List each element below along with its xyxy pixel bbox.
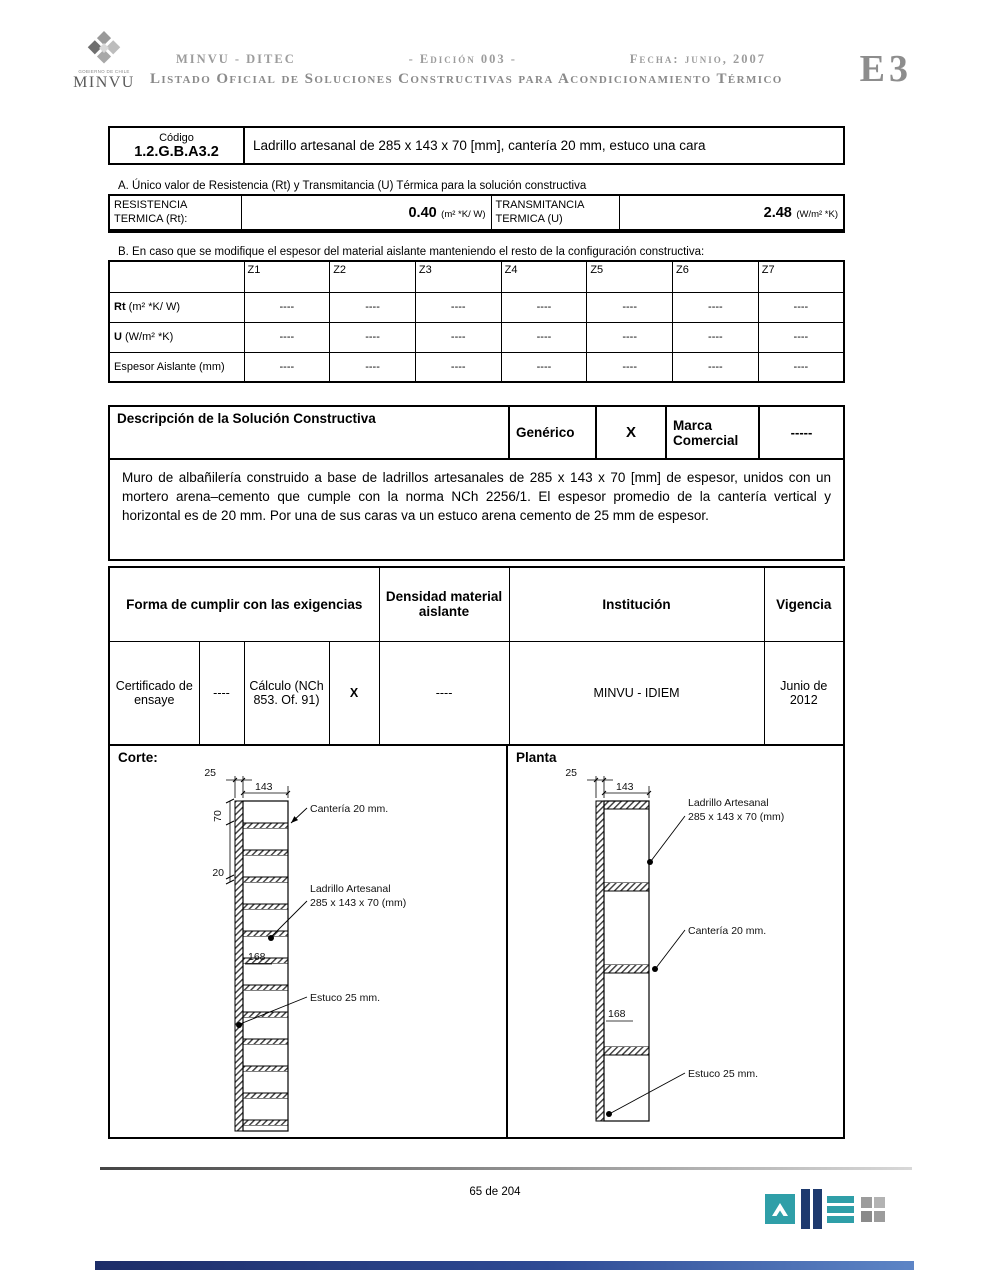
corte-label-canteria: Cantería 20 mm. [310,803,389,815]
planta-panel [506,744,845,1139]
header-meta-row [150,52,850,67]
compliance-table [108,566,845,746]
generic-mark: X [596,406,666,459]
document-title: Listado Oficial de Soluciones Constructivas para Acondicionamiento Térmico [150,71,783,87]
corte-dim-25: 25 [204,767,216,779]
b-col-z5: Z5 [587,261,673,292]
planta-title: Planta [516,750,557,765]
footer-divider [100,1167,912,1170]
drawings-row [108,744,845,1139]
b-col-z7: Z7 [758,261,844,292]
planta-label-ladrillo-1: Ladrillo Artesanal [688,797,769,809]
code-cell [109,127,244,164]
dash-value: ---- [415,322,501,352]
footer-accent-bar [95,1261,914,1270]
brand-value: ----- [759,406,844,459]
sheet-code: E3 [859,48,912,90]
planta-label-canteria: Cantería 20 mm. [688,925,767,937]
calculo-cell: Cálculo (NCh 853. Of. 91) [244,641,329,745]
b-col-z2: Z2 [330,261,416,292]
col-institucion: Institución [509,567,764,641]
corte-label-ladrillo-2: 285 x 143 x 70 (mm) [310,897,407,909]
dash-value: ---- [673,292,759,322]
dash-value: ---- [244,292,330,322]
section-b-table [108,260,845,383]
dash-value: ---- [244,322,330,352]
dash-value: ---- [501,292,587,322]
dash-value: ---- [587,352,673,382]
header-meta-edition: - Edición 003 - [408,52,517,66]
corte-drawing [110,746,506,1137]
dash-value: ---- [758,322,844,352]
b-corner-cell [109,261,244,292]
b-col-z4: Z4 [501,261,587,292]
rt-label: RESISTENCIA TERMICA (Rt): [109,195,241,231]
b-col-z3: Z3 [415,261,501,292]
col-vigencia: Vigencia [764,567,844,641]
description-table [108,405,845,561]
dash-value: ---- [673,322,759,352]
section-b-heading: B. En caso que se modifique el espesor del material aislante manteniendo el resto de la configuración constructiva: [118,246,705,258]
b-row-espesor-label: Espesor Aislante (mm) [109,352,244,382]
page-header [72,28,918,106]
b-col-z6: Z6 [673,261,759,292]
rt-value: 0.40 [408,204,437,221]
logo-gov-text: GOBIERNO DE CHILE [78,69,130,74]
planta-wall [596,801,649,1121]
corte-dim-168: 168 [248,951,266,963]
header-meta-left: MINVU - DITEC [176,52,296,66]
description-title: Descripción de la Solución Constructiva [109,406,509,459]
code-value: 1.2.G.B.A3.2 [134,143,219,160]
dash-value: ---- [587,292,673,322]
logo-name-text: MINVU [73,74,135,91]
corte-panel [108,744,508,1139]
header-meta-date: Fecha: junio, 2007 [629,52,766,66]
dash-value: ---- [244,352,330,382]
dash-value: ---- [330,292,416,322]
dash-value: ---- [501,322,587,352]
corte-title: Corte: [118,750,158,765]
minvu-logo-icon [81,28,127,68]
dash-value: ---- [199,641,244,745]
u-value: 2.48 [763,204,792,221]
code-table [108,126,845,165]
rt-value-cell [241,195,491,231]
dash-value: ---- [330,352,416,382]
dash-value: ---- [415,292,501,322]
footer-logo-icon [765,1184,905,1236]
dash-value: ---- [758,352,844,382]
code-label: Código [159,131,194,144]
description-body: Muro de albañilería construido a base de ladrillos artesanales de 285 x 143 x 70 [mm] de espesor, unidos con un mortero arena–cemento que cumple con la norma NCh 2256/1. El espesor promedio de la cantería vertical y horizontal es de 20 mm. Por una de sus caras va un estuco arena cemento de 25 mm de espesor. [109,459,844,560]
vigencia-value: Junio de 2012 [764,641,844,745]
dash-value: ---- [587,322,673,352]
col-exigencias: Forma de cumplir con las exigencias [109,567,379,641]
generic-label: Genérico [509,406,596,459]
minvu-logo [72,28,136,92]
col-densidad: Densidad material aislante [379,567,509,641]
rt-unit: (m² *K/ W) [441,208,486,220]
header-text [150,52,850,88]
u-unit: (W/m² *K) [796,208,838,220]
b-row-rt-label: Rt (m² *K/ W) [109,292,244,322]
dash-value: ---- [415,352,501,382]
planta-dim-168: 168 [608,1008,626,1020]
corte-wall [235,801,288,1131]
corte-dim-143: 143 [255,781,273,793]
planta-drawing [508,746,843,1137]
content-column [108,126,845,1139]
planta-dim-143: 143 [616,781,634,793]
solution-description-short: Ladrillo artesanal de 285 x 143 x 70 [mm], cantería 20 mm, estuco una cara [244,127,844,164]
planta-label-estuco: Estuco 25 mm. [688,1068,759,1080]
b-row-u-label: U (W/m² *K) [109,322,244,352]
dash-value: ---- [758,292,844,322]
calculo-mark: X [329,641,379,745]
u-label: TRANSMITANCIA TERMICA (U) [491,195,619,231]
b-col-z1: Z1 [244,261,330,292]
planta-label-ladrillo-2: 285 x 143 x 70 (mm) [688,811,785,823]
densidad-value: ---- [379,641,509,745]
corte-label-estuco: Estuco 25 mm. [310,992,381,1004]
certificado-cell: Certificado de ensaye [109,641,199,745]
dash-value: ---- [330,322,416,352]
section-a-heading: A. Único valor de Resistencia (Rt) y Transmitancia (U) Térmica para la solución constructiva [118,180,587,192]
footer-logo [765,1184,905,1241]
corte-label-ladrillo-1: Ladrillo Artesanal [310,883,391,895]
u-value-cell [619,195,844,231]
corte-dim-20: 20 [212,867,224,879]
brand-label: Marca Comercial [666,406,759,459]
dash-value: ---- [673,352,759,382]
institucion-value: MINVU - IDIEM [509,641,764,745]
corte-dim-70: 70 [212,810,224,822]
page-number: 65 de 204 [469,1186,521,1198]
section-a-table [108,194,845,233]
dash-value: ---- [501,352,587,382]
planta-dim-25: 25 [565,767,577,779]
